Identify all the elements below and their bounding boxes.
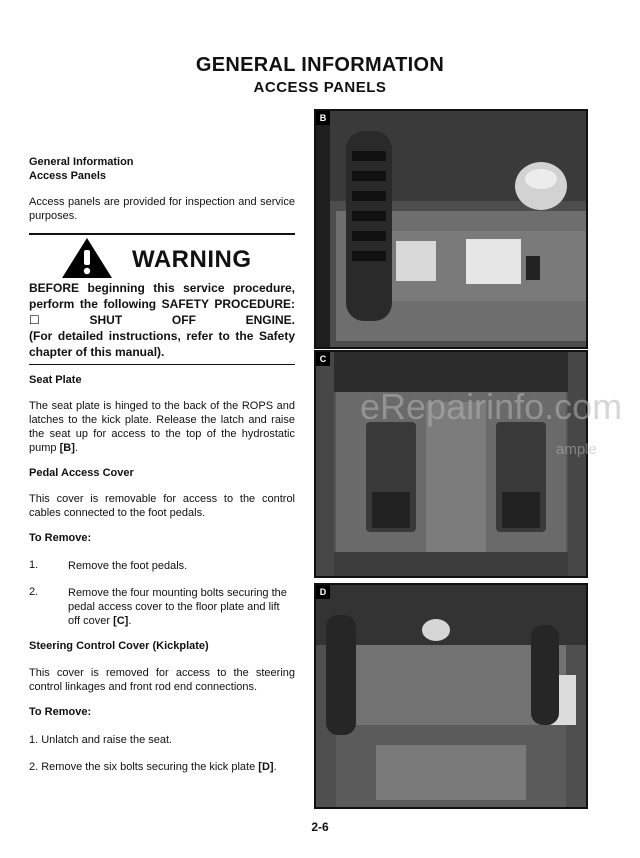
photo-d-kick-plate <box>314 583 588 809</box>
warning-engine: ENGINE. <box>245 313 295 327</box>
watermark-text: eRepairinfo.com <box>360 386 623 427</box>
warning-line-4: (For detailed instructions, refer to the Safety <box>29 329 295 343</box>
warning-top-rule <box>29 233 295 235</box>
seat-plate-text: The seat plate is hinged to the back of the ROPS and latches to the kick plate. Release the latch and raise the seat up for access to the top of the hydrostatic pump <box>29 400 295 454</box>
seat-plate-paragraph <box>29 399 295 455</box>
warning-triangle-icon <box>60 236 114 280</box>
pedal-step-2-paragraph <box>68 586 294 628</box>
warning-off: OFF <box>171 313 196 327</box>
photo-d-image <box>316 585 586 807</box>
steering-step-2-ref: [D] <box>258 761 274 773</box>
steering-cover-paragraph: This cover is removed for access to the steering control linkages and front rod end connections. <box>29 667 295 693</box>
pedal-cover-paragraph: This cover is removable for access to the control cables connected to the foot pedals. <box>29 493 295 519</box>
seat-plate-ref: [B] <box>59 442 75 454</box>
pedal-to-remove-heading: To Remove: <box>29 532 92 544</box>
watermark-sample: ample <box>556 441 597 458</box>
warning-bottom-rule <box>29 364 295 365</box>
pedal-step-2-end: . <box>128 615 132 627</box>
seat-plate-end: . <box>74 442 78 454</box>
steering-to-remove-heading: To Remove: <box>29 706 92 718</box>
warning-line-1: BEFORE beginning this service procedure, <box>29 281 295 295</box>
pedal-step-2-text: Remove the four mounting bolts securing the pedal access cover to the floor plate and lift off cover <box>68 587 287 627</box>
photo-b-image <box>316 111 586 347</box>
steering-step-2-text: 2. Remove the six bolts securing the kick plate <box>29 761 256 773</box>
photo-c-pedal-access-cover <box>314 350 588 578</box>
page-number: 2-6 <box>311 820 329 834</box>
photo-b-label: B <box>316 111 330 125</box>
steering-step-2 <box>29 760 295 774</box>
steering-step-1: 1. Unlatch and raise the seat. <box>29 734 173 746</box>
pedal-cover-heading: Pedal Access Cover <box>29 467 134 479</box>
warning-title: WARNING <box>132 246 252 273</box>
page-subtitle: ACCESS PANELS <box>253 79 387 96</box>
section-heading <box>29 155 295 183</box>
pedal-step-1-num: 1. <box>29 559 39 571</box>
checkbox-icon: ☐ <box>29 313 40 327</box>
photo-b-hydrostatic-pump <box>314 109 588 349</box>
pedal-step-2-num: 2. <box>29 586 39 598</box>
pedal-step-1-text: Remove the foot pedals. <box>68 560 188 572</box>
pedal-step-2-ref: [C] <box>113 615 129 627</box>
warning-shut: SHUT <box>89 313 123 327</box>
photo-d-label: D <box>316 585 330 599</box>
section-heading-line1: General Information <box>29 156 134 168</box>
steering-step-2-end: . <box>273 761 277 773</box>
warning-line-3 <box>29 312 295 328</box>
page-title: GENERAL INFORMATION <box>195 54 445 76</box>
seat-plate-heading: Seat Plate <box>29 374 82 386</box>
section-heading-line2: Access Panels <box>29 170 107 182</box>
warning-line-2: perform the following SAFETY PROCEDURE: <box>29 297 295 311</box>
photo-c-label: C <box>316 352 330 366</box>
steering-cover-heading: Steering Control Cover (Kickplate) <box>29 640 209 652</box>
warning-line-5: chapter of this manual). <box>29 345 165 359</box>
intro-paragraph: Access panels are provided for inspection and service purposes. <box>29 196 295 222</box>
